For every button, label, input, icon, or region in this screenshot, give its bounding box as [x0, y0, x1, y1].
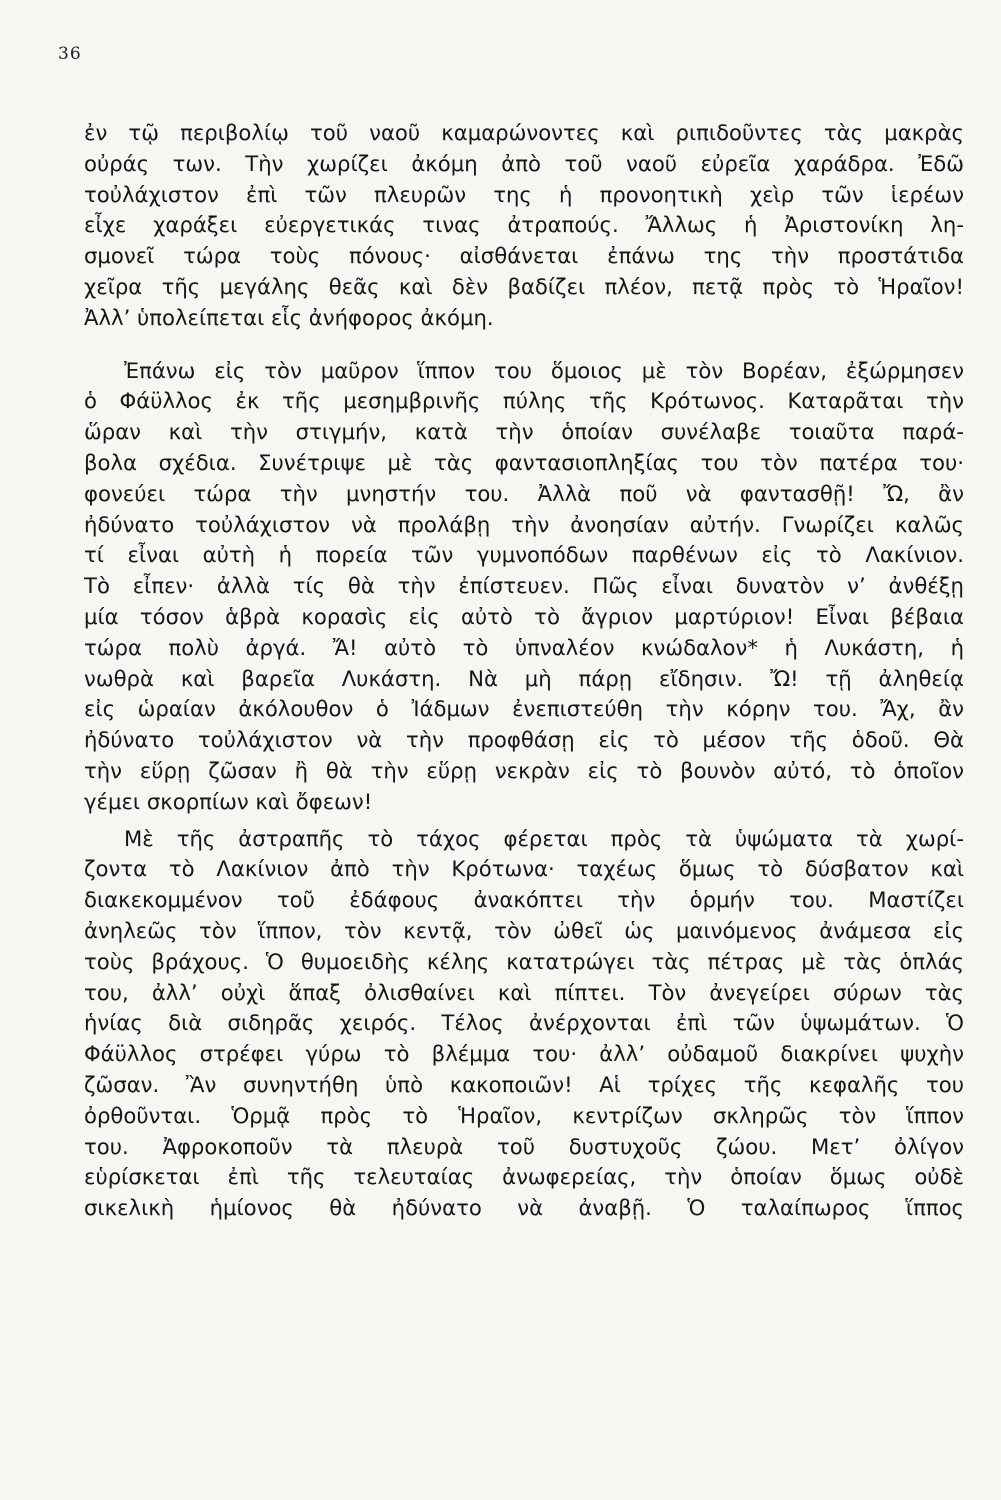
text-line: οὐράς των. Τὴν χωρίζει ἀκόμη ἀπὸ τοῦ ναοῦ εὐρεῖα χαράδρα. Ἐδῶ [84, 150, 964, 176]
paragraph-3 [84, 824, 964, 1224]
paragraph-1 [84, 118, 964, 334]
text-line: ἐν τῷ περιβολίῳ τοῦ ναοῦ καμαρώνοντες καὶ ριπιδοῦντες τὰς μακρὰς [84, 120, 964, 145]
text-line: ἀνηλεῶς τὸν ἵππον, τὸν κεντᾷ, τὸν ὠθεῖ ὡς μαινόμενος ἀνάμεσα εἰς [84, 917, 964, 943]
text-line: τοὺς βράχους. Ὁ θυμοειδὴς κέλης κατατρώγει τὰς πέτρας μὲ τὰς ὁπλάς [84, 948, 964, 974]
text-line: σικελικὴ ἡμίονος θὰ ἠδύνατο νὰ ἀναβῇ. Ὁ ταλαίπωρος ἵππος [84, 1195, 964, 1221]
paragraph-2 [84, 356, 964, 818]
text-line: Ἐπάνω εἰς τὸν μαῦρον ἵππον του ὅμοιος μὲ τὸν Βορέαν, ἐξώρμησεν [124, 357, 964, 383]
text-line: ἡνίας διὰ σιδηρᾶς χειρός. Τέλος ἀνέρχονται ἐπὶ τῶν ὑψωμάτων. Ὁ [84, 1010, 964, 1036]
text-line: Φάϋλλος στρέφει γύρω τὸ βλέμμα του· ἀλλ’ οὐδαμοῦ διακρίνει ψυχὴν [84, 1041, 964, 1067]
text-line: φονεύει τώρα τὴν μνηστήν του. Ἀλλὰ ποῦ νὰ φαντασθῇ! Ὤ, ἂν [84, 480, 964, 506]
text-line: εἰς ὡραίαν ἀκόλουθον ὁ Ἰάδμων ἐνεπιστεύθη τὴν κόρην του. Ἄχ, ἂν [84, 696, 964, 722]
text-line: του, ἀλλ’ οὐχὶ ἅπαξ ὀλισθαίνει καὶ πίπτει. Τὸν ἀνεγείρει σύρων τὰς [84, 979, 964, 1005]
page-number: 36 [58, 44, 82, 64]
text-line: τοὐλάχιστον ἐπὶ τῶν πλευρῶν της ἡ προνοητικὴ χεὶρ τῶν ἱερέων [84, 181, 964, 207]
text-line: Ἀλλ’ ὑπολείπεται εἷς ἀνήφορος ἀκόμη. [84, 304, 494, 330]
text-line: Μὲ τῆς ἀστραπῆς τὸ τάχος φέρεται πρὸς τὰ ὑψώματα τὰ χωρί- [124, 825, 964, 851]
text-line: εὑρίσκεται ἐπὶ τῆς τελευταίας ἀνωφερείας, τὴν ὁποίαν ὅμως οὐδὲ [84, 1164, 964, 1190]
text-line: βολα σχέδια. Συνέτριψε μὲ τὰς φαντασιοπληξίας του τὸν πατέρα του· [84, 449, 964, 475]
text-line: γέμει σκορπίων καὶ ὄφεων! [84, 788, 373, 814]
text-line: ὥραν καὶ τὴν στιγμήν, κατὰ τὴν ὁποίαν συνέλαβε τοιαῦτα παρά- [84, 419, 964, 445]
paragraph-spacer [84, 334, 964, 356]
text-line: Τὸ εἶπεν· ἀλλὰ τίς θὰ τὴν ἐπίστευεν. Πῶς εἶναι δυνατὸν ν’ ἀνθέξῃ [84, 573, 964, 599]
text-line: τί εἶναι αὐτὴ ἡ πορεία τῶν γυμνοπόδων παρθένων εἰς τὸ Λακίνιον. [84, 542, 964, 568]
text-line: τὴν εὕρῃ ζῶσαν ἢ θὰ τὴν εὕρῃ νεκρὰν εἰς τὸ βουνὸν αὐτό, τὸ ὁποῖον [84, 757, 964, 783]
text-line: ζοντα τὸ Λακίνιον ἀπὸ τὴν Κρότωνα· ταχέως ὅμως τὸ δύσβατον καὶ [84, 856, 964, 882]
text-line: μία τόσον ἁβρὰ κορασὶς εἰς αὐτὸ τὸ ἄγριον μαρτύριον! Εἶναι βέβαια [84, 603, 964, 629]
text-line: χεῖρα τῆς μεγάλης θεᾶς καὶ δὲν βαδίζει πλέον, πετᾷ πρὸς τὸ Ἡραῖον! [84, 273, 964, 299]
text-line: ζῶσαν. Ἂν συνηντήθη ὑπὸ κακοποιῶν! Αἱ τρίχες τῆς κεφαλῆς του [84, 1071, 964, 1097]
text-line: νωθρὰ καὶ βαρεῖα Λυκάστη. Νὰ μὴ πάρῃ εἴδησιν. Ὤ! τῇ ἀληθείᾳ [84, 665, 964, 691]
text-line: ἠδύνατο τοὐλάχιστον νὰ τὴν προφθάσῃ εἰς τὸ μέσον τῆς ὁδοῦ. Θὰ [84, 727, 964, 753]
text-line: εἶχε χαράξει εὐεργετικάς τινας ἀτραπούς. Ἄλλως ἡ Ἀριστονίκη λη- [84, 212, 964, 238]
body-text [84, 118, 964, 1224]
text-line: σμονεῖ τώρα τοὺς πόνους· αἰσθάνεται ἐπάνω της τὴν προστάτιδα [84, 243, 964, 269]
text-line: ὀρθοῦνται. Ὁρμᾷ πρὸς τὸ Ἡραῖον, κεντρίζων σκληρῶς τὸν ἵππον [84, 1102, 964, 1128]
text-line: του. Ἀφροκοποῦν τὰ πλευρὰ τοῦ δυστυχοῦς ζώου. Μετ’ ὀλίγον [84, 1133, 964, 1159]
text-line: τώρα πολὺ ἀργά. Ἄ! αὐτὸ τὸ ὑπναλέον κνώδαλον* ἡ Λυκάστη, ἡ [84, 634, 964, 660]
text-line: ὁ Φάϋλλος ἐκ τῆς μεσημβρινῆς πύλης τῆς Κρότωνος. Καταρᾶται τὴν [84, 388, 964, 414]
text-line: ἠδύνατο τοὐλάχιστον νὰ προλάβῃ τὴν ἀνοησίαν αὐτήν. Γνωρίζει καλῶς [84, 511, 964, 537]
text-line: διακεκομμένον τοῦ ἐδάφους ἀνακόπτει τὴν ὁρμήν του. Μαστίζει [84, 887, 964, 913]
